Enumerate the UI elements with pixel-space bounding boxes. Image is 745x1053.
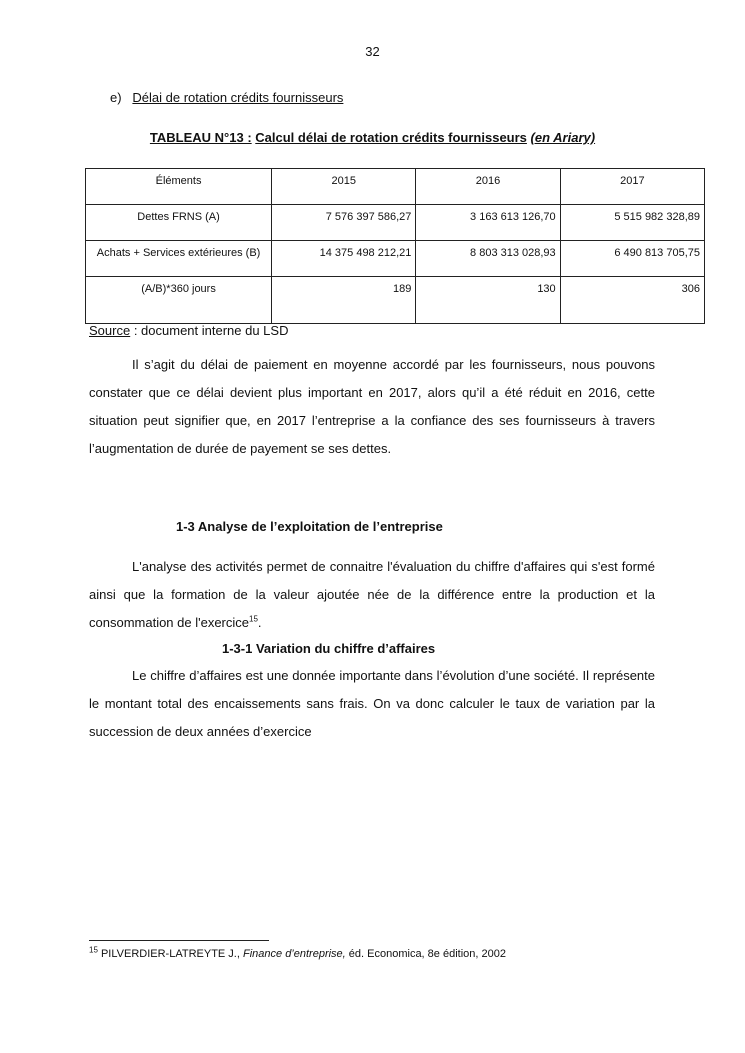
section-marker: e)	[110, 90, 122, 105]
table-cell: 7 576 397 586,27	[272, 205, 416, 241]
heading-analyse-exploitation: 1-3 Analyse de l’exploitation de l’entreprise	[176, 519, 443, 534]
table-cell: 5 515 982 328,89	[560, 205, 704, 241]
source-label: Source	[89, 323, 131, 338]
table-cell: 6 490 813 705,75	[560, 241, 704, 277]
section-heading	[110, 90, 343, 105]
footnote-number: 15	[89, 945, 98, 955]
table-caption-unit: (en Ariary)	[530, 130, 596, 145]
footnote-author: PILVERDIER-LATREYTE J.,	[100, 948, 240, 960]
table-cell: 306	[560, 277, 704, 324]
rotation-table	[85, 168, 705, 324]
footnote	[89, 945, 506, 960]
table-row	[86, 241, 705, 277]
footnote-divider	[89, 940, 269, 941]
table-caption-title: Calcul délai de rotation crédits fournisseurs	[255, 130, 527, 145]
heading-variation-chiffre-affaires: 1-3-1 Variation du chiffre d’affaires	[222, 641, 436, 656]
table-cell: 3 163 613 126,70	[416, 205, 560, 241]
paragraph-rotation-analysis	[89, 351, 655, 463]
paragraph-end: .	[257, 615, 262, 630]
table-caption	[0, 130, 745, 145]
table-row-label: Achats + Services extérieures (B)	[86, 241, 272, 277]
paragraph-analyse-activites	[89, 553, 655, 637]
paragraph-chiffre-affaires	[89, 662, 655, 746]
table-row-label: Dettes FRNS (A)	[86, 205, 272, 241]
table-source	[89, 323, 288, 338]
table-row	[86, 277, 705, 324]
paragraph-text	[89, 553, 655, 637]
table-cell: 8 803 313 028,93	[416, 241, 560, 277]
table-cell: 189	[272, 277, 416, 324]
paragraph-text: Il s’agit du délai de paiement en moyenne accordé par les fournisseurs, nous pouvons constater que ce délai devient plus important en 2017, alors qu’il a été réduit en 2016, cette situation peut signifier que, en 2017 l’entreprise a la confiance des ses fournisseurs à travers l’augmentation de durée de payement se ses dettes.	[89, 357, 655, 456]
table-caption-prefix: TABLEAU N°13 :	[149, 130, 252, 145]
table-header-cell: 2017	[560, 169, 704, 205]
footnote-publisher: éd. Economica, 8e édition, 2002	[348, 948, 506, 960]
footnote-title: Finance d’entreprise,	[243, 948, 346, 960]
footnote-reference: 15	[249, 614, 258, 624]
table-header-cell: 2016	[416, 169, 560, 205]
source-text: : document interne du LSD	[133, 323, 289, 338]
page-number: 32	[365, 44, 380, 59]
table-header-row	[86, 169, 705, 205]
table-header-cell: Éléments	[86, 169, 272, 205]
table-row-label: (A/B)*360 jours	[86, 277, 272, 324]
paragraph-text: Le chiffre d’affaires est une donnée importante dans l’évolution d’une société. Il représente le montant total des encaissements sans frais. On va donc calculer le taux de variation par la succession de deux années d’exercice	[89, 668, 655, 739]
table-row	[86, 205, 705, 241]
section-title: Délai de rotation crédits fournisseurs	[132, 90, 344, 105]
table-cell: 130	[416, 277, 560, 324]
paragraph-body: L'analyse des activités permet de connaitre l'évaluation du chiffre d'affaires qui s'est formé ainsi que la formation de la valeur ajoutée née de la différence entre la production et la consommation de l'exercice	[89, 559, 655, 630]
table-cell: 14 375 498 212,21	[272, 241, 416, 277]
table-header-cell: 2015	[272, 169, 416, 205]
